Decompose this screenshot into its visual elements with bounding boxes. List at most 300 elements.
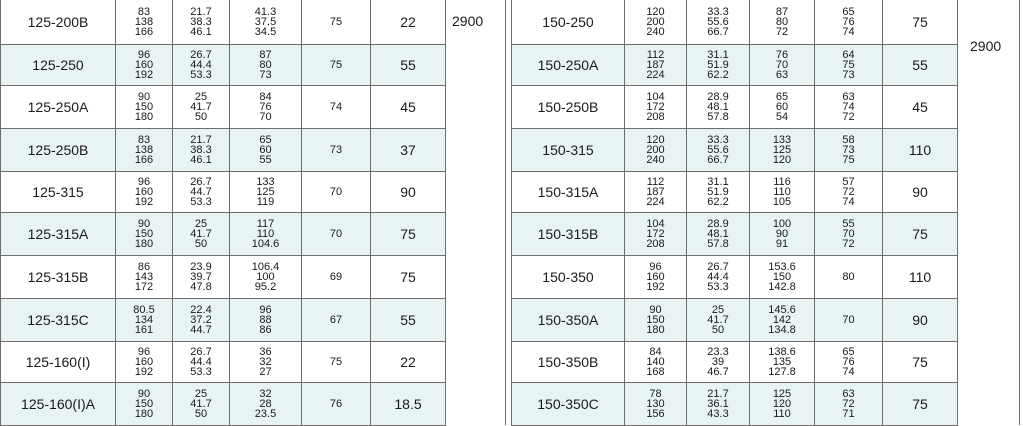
stacked-value: 91 xyxy=(775,238,789,250)
stacked-value: 28.9 xyxy=(707,218,729,230)
model-cell: 125-200B xyxy=(1,0,116,45)
stacked-value: 187 xyxy=(646,186,665,198)
stacked-value: 133 xyxy=(256,176,275,188)
stacked-value: 180 xyxy=(134,238,154,250)
stacked-values-cell xyxy=(230,172,302,213)
stacked-value: 74 xyxy=(842,25,855,38)
stacked-values-cell xyxy=(750,342,815,383)
stacked-value: 143 xyxy=(134,271,154,283)
table-row xyxy=(1,383,446,426)
stacked-value: 90 xyxy=(137,388,151,400)
stacked-value: 142 xyxy=(772,314,792,326)
power-cell: 90 xyxy=(883,172,958,213)
stacked-value: 75 xyxy=(842,59,855,71)
stacked-value: 125 xyxy=(772,144,792,156)
stacked-value: 117 xyxy=(256,218,275,230)
stacked-values-cell xyxy=(687,0,750,45)
stacked-value: 37.5 xyxy=(254,15,277,28)
stacked-value: 125 xyxy=(772,388,792,400)
table-row xyxy=(512,342,958,383)
stacked-value: 53.3 xyxy=(190,69,212,81)
stacked-value: 80 xyxy=(775,15,789,28)
stacked-values-cell xyxy=(173,256,230,299)
stacked-value: 240 xyxy=(646,154,665,166)
stacked-values-cell xyxy=(173,342,230,383)
stacked-value: 57.8 xyxy=(707,238,729,250)
stacked-values-cell xyxy=(750,0,815,45)
stacked-value: 58 xyxy=(842,134,855,146)
stacked-value: 32 xyxy=(259,388,272,400)
stacked-values-cell xyxy=(173,383,230,426)
stacked-value: 71 xyxy=(842,408,855,420)
stacked-values-cell xyxy=(116,45,173,86)
stacked-value: 60 xyxy=(259,144,272,156)
stacked-value: 44.4 xyxy=(190,59,212,71)
stacked-value: 112 xyxy=(646,176,665,188)
stacked-value: 160 xyxy=(134,186,154,198)
stacked-values-cell xyxy=(750,213,815,256)
stacked-value: 180 xyxy=(134,408,154,420)
stacked-value: 22.4 xyxy=(190,304,212,316)
stacked-value: 90 xyxy=(137,218,151,230)
table-row xyxy=(1,172,446,213)
stacked-value: 72 xyxy=(842,186,855,198)
stacked-values-cell xyxy=(815,0,883,45)
stacked-values-cell xyxy=(625,129,687,172)
stacked-value: 192 xyxy=(134,69,154,81)
stacked-value: 90 xyxy=(649,304,662,316)
stacked-values-cell xyxy=(815,129,883,172)
stacked-value: 88 xyxy=(259,314,272,326)
stacked-value: 55.6 xyxy=(707,15,729,28)
model-cell: 150-250A xyxy=(512,45,625,86)
stacked-value: 160 xyxy=(134,356,154,368)
stacked-value: 63 xyxy=(775,69,789,81)
stacked-value: 21.7 xyxy=(190,5,212,18)
left-speed-label: 2900 xyxy=(452,13,484,29)
stacked-values-cell xyxy=(625,299,687,342)
stacked-values-cell xyxy=(116,129,173,172)
power-cell: 18.5 xyxy=(371,383,446,426)
stacked-value: 63 xyxy=(842,91,855,103)
model-cell: 125-315B xyxy=(1,256,116,299)
stacked-values-cell xyxy=(750,172,815,213)
stacked-values-cell xyxy=(173,0,230,45)
stacked-value: 74 xyxy=(842,196,855,208)
power-cell: 75 xyxy=(883,0,958,45)
stacked-values-cell xyxy=(116,213,173,256)
stacked-value: 31.1 xyxy=(707,176,729,188)
stacked-value: 72 xyxy=(842,111,855,123)
stacked-values-cell xyxy=(625,45,687,86)
stacked-value: 73 xyxy=(842,69,855,81)
stacked-value: 46.1 xyxy=(190,25,212,38)
stacked-value: 27 xyxy=(259,366,272,378)
table-divider xyxy=(505,0,506,425)
stacked-values-cell xyxy=(687,299,750,342)
right-speed-label: 2900 xyxy=(970,38,1002,54)
stacked-values-cell xyxy=(173,213,230,256)
stacked-value: 172 xyxy=(134,281,154,293)
stacked-values-cell xyxy=(815,383,883,426)
stacked-value: 26.7 xyxy=(190,49,212,61)
stacked-value: 166 xyxy=(134,154,154,166)
stacked-value: 46.7 xyxy=(707,366,729,378)
stacked-value: 26.7 xyxy=(190,346,212,358)
stacked-value: 23.9 xyxy=(190,261,212,273)
stacked-value: 100 xyxy=(772,218,792,230)
stacked-value: 104 xyxy=(646,218,665,230)
stacked-values-cell xyxy=(173,172,230,213)
stacked-value: 54 xyxy=(775,111,789,123)
table-row xyxy=(1,256,446,299)
model-cell: 150-350C xyxy=(512,383,625,426)
stacked-value: 133 xyxy=(772,134,792,146)
stacked-value: 38.3 xyxy=(190,15,212,28)
stacked-value: 53.3 xyxy=(707,281,729,293)
stacked-values-cell xyxy=(116,172,173,213)
stacked-value: 160 xyxy=(134,59,154,71)
power-cell: 45 xyxy=(371,86,446,129)
stacked-value: 86 xyxy=(137,261,151,273)
stacked-value: 65 xyxy=(842,346,855,358)
stacked-value: 28.9 xyxy=(707,91,729,103)
table-row xyxy=(1,213,446,256)
value-cell: 70 xyxy=(302,213,371,256)
stacked-value: 72 xyxy=(775,25,789,38)
stacked-value: 80.5 xyxy=(133,304,155,316)
stacked-value: 73 xyxy=(842,144,855,156)
table-row xyxy=(512,213,958,256)
model-cell: 125-160(I)A xyxy=(1,383,116,426)
stacked-values-cell xyxy=(815,213,883,256)
stacked-value: 36.1 xyxy=(707,398,729,410)
stacked-value: 156 xyxy=(646,408,665,420)
stacked-value: 87 xyxy=(775,5,789,18)
stacked-value: 65 xyxy=(775,91,789,103)
value-cell: 70 xyxy=(815,299,883,342)
model-cell: 150-315 xyxy=(512,129,625,172)
stacked-value: 25 xyxy=(194,91,208,103)
stacked-values-cell xyxy=(815,342,883,383)
stacked-value: 96 xyxy=(137,176,151,188)
stacked-value: 84 xyxy=(259,91,272,103)
value-cell: 70 xyxy=(302,172,371,213)
stacked-values-cell xyxy=(173,86,230,129)
stacked-value: 150 xyxy=(134,101,154,113)
stacked-value: 70 xyxy=(842,228,855,240)
stacked-value: 168 xyxy=(646,366,665,378)
stacked-value: 120 xyxy=(646,134,665,146)
stacked-value: 55 xyxy=(842,218,855,230)
stacked-value: 130 xyxy=(646,398,665,410)
stacked-value: 21.7 xyxy=(707,388,729,400)
stacked-value: 48.1 xyxy=(707,228,729,240)
stacked-value: 33.3 xyxy=(707,5,729,18)
stacked-values-cell xyxy=(750,256,815,299)
table-row xyxy=(512,383,958,426)
stacked-values-cell xyxy=(750,383,815,426)
model-cell: 125-315C xyxy=(1,299,116,342)
stacked-values-cell xyxy=(230,299,302,342)
stacked-value: 33.3 xyxy=(707,134,729,146)
stacked-value: 50 xyxy=(194,238,208,250)
power-cell: 45 xyxy=(883,86,958,129)
stacked-value: 70 xyxy=(775,59,789,71)
stacked-value: 50 xyxy=(194,111,208,123)
model-cell: 150-315B xyxy=(512,213,625,256)
stacked-value: 150 xyxy=(646,314,665,326)
table-row xyxy=(1,342,446,383)
stacked-value: 57.8 xyxy=(707,111,729,123)
stacked-values-cell xyxy=(116,342,173,383)
stacked-value: 172 xyxy=(646,228,665,240)
stacked-value: 66.7 xyxy=(707,154,729,166)
table-row xyxy=(1,86,446,129)
table-row xyxy=(512,129,958,172)
stacked-values-cell xyxy=(230,383,302,426)
value-cell: 75 xyxy=(302,45,371,86)
stacked-value: 73 xyxy=(259,69,272,81)
stacked-value: 160 xyxy=(646,271,665,283)
stacked-values-cell xyxy=(687,172,750,213)
stacked-value: 50 xyxy=(711,324,725,336)
stacked-value: 150 xyxy=(134,398,154,410)
stacked-value: 38.3 xyxy=(190,144,212,156)
stacked-values-cell xyxy=(625,172,687,213)
stacked-value: 110 xyxy=(256,228,275,240)
power-cell: 75 xyxy=(371,213,446,256)
stacked-values-cell xyxy=(116,299,173,342)
power-cell: 75 xyxy=(371,256,446,299)
stacked-value: 76 xyxy=(842,356,855,368)
stacked-value: 26.7 xyxy=(190,176,212,188)
power-cell: 90 xyxy=(371,172,446,213)
stacked-value: 74 xyxy=(842,366,855,378)
stacked-value: 50 xyxy=(194,408,208,420)
stacked-values-cell xyxy=(687,256,750,299)
stacked-values-cell xyxy=(815,45,883,86)
stacked-value: 51.9 xyxy=(707,59,729,71)
stacked-value: 21.7 xyxy=(190,134,212,146)
stacked-value: 55.6 xyxy=(707,144,729,156)
stacked-values-cell xyxy=(687,45,750,86)
stacked-values-cell xyxy=(625,86,687,129)
stacked-value: 153.6 xyxy=(768,261,796,273)
stacked-value: 46.1 xyxy=(190,154,212,166)
stacked-values-cell xyxy=(625,342,687,383)
stacked-value: 43.3 xyxy=(707,408,729,420)
stacked-values-cell xyxy=(687,383,750,426)
stacked-value: 110 xyxy=(773,186,791,198)
stacked-value: 161 xyxy=(134,324,154,336)
value-cell: 75 xyxy=(302,342,371,383)
stacked-value: 44.4 xyxy=(190,356,212,368)
stacked-value: 39.7 xyxy=(190,271,212,283)
stacked-value: 84 xyxy=(649,346,662,358)
model-cell: 125-250A xyxy=(1,86,116,129)
stacked-values-cell xyxy=(687,342,750,383)
stacked-value: 78 xyxy=(649,388,662,400)
stacked-values-cell xyxy=(116,0,173,45)
stacked-value: 96 xyxy=(259,304,272,316)
model-cell: 125-250 xyxy=(1,45,116,86)
stacked-value: 187 xyxy=(646,59,665,71)
stacked-value: 41.7 xyxy=(190,228,212,240)
stacked-values-cell xyxy=(750,299,815,342)
stacked-values-cell xyxy=(750,129,815,172)
stacked-values-cell xyxy=(116,383,173,426)
stacked-value: 80 xyxy=(259,59,272,71)
stacked-value: 96 xyxy=(649,261,662,273)
stacked-value: 166 xyxy=(134,25,154,38)
stacked-value: 224 xyxy=(646,196,665,208)
stacked-value: 41.7 xyxy=(190,398,212,410)
model-cell: 150-350 xyxy=(512,256,625,299)
stacked-value: 72 xyxy=(842,238,855,250)
stacked-value: 53.3 xyxy=(190,366,212,378)
value-cell: 67 xyxy=(302,299,371,342)
stacked-value: 127.8 xyxy=(768,366,796,378)
table-row xyxy=(512,256,958,299)
stacked-value: 51.9 xyxy=(707,186,729,198)
stacked-value: 31.1 xyxy=(707,49,729,61)
stacked-value: 104.6 xyxy=(251,238,280,250)
power-cell: 75 xyxy=(883,342,958,383)
stacked-value: 105 xyxy=(772,196,792,208)
stacked-values-cell xyxy=(687,129,750,172)
stacked-value: 76 xyxy=(775,49,789,61)
table-row xyxy=(512,172,958,213)
stacked-value: 25 xyxy=(194,218,208,230)
model-cell: 125-315 xyxy=(1,172,116,213)
model-cell: 150-250B xyxy=(512,86,625,129)
stacked-value: 192 xyxy=(134,196,154,208)
stacked-value: 70 xyxy=(259,111,272,123)
stacked-value: 208 xyxy=(646,238,665,250)
power-cell: 22 xyxy=(371,0,446,45)
stacked-value: 208 xyxy=(646,111,665,123)
stacked-values-cell xyxy=(116,256,173,299)
model-cell: 150-350B xyxy=(512,342,625,383)
power-cell: 75 xyxy=(883,213,958,256)
stacked-value: 75 xyxy=(842,154,855,166)
stacked-value: 180 xyxy=(646,324,665,336)
power-cell: 110 xyxy=(883,256,958,299)
stacked-values-cell xyxy=(750,86,815,129)
stacked-value: 240 xyxy=(646,25,665,38)
stacked-value: 90 xyxy=(775,228,789,240)
stacked-value: 134 xyxy=(134,314,154,326)
stacked-value: 74 xyxy=(842,101,855,113)
power-cell: 37 xyxy=(371,129,446,172)
stacked-value: 145.6 xyxy=(768,304,796,316)
stacked-value: 134.8 xyxy=(768,324,796,336)
stacked-value: 44.7 xyxy=(190,324,212,336)
value-cell: 73 xyxy=(302,129,371,172)
left-spec-table xyxy=(0,0,446,426)
stacked-values-cell xyxy=(625,0,687,45)
stacked-values-cell xyxy=(815,172,883,213)
stacked-value: 60 xyxy=(775,101,789,113)
right-border xyxy=(1019,0,1020,425)
stacked-value: 47.8 xyxy=(190,281,212,293)
stacked-value: 138 xyxy=(134,15,154,28)
stacked-value: 63 xyxy=(842,388,855,400)
stacked-value: 62.2 xyxy=(707,69,729,81)
stacked-value: 55 xyxy=(259,154,272,166)
power-cell: 55 xyxy=(883,45,958,86)
value-cell: 76 xyxy=(302,383,371,426)
model-cell: 125-250B xyxy=(1,129,116,172)
stacked-value: 95.2 xyxy=(254,281,277,293)
stacked-value: 36 xyxy=(259,346,272,358)
stacked-value: 83 xyxy=(137,5,151,18)
stacked-value: 86 xyxy=(259,324,272,336)
table-row xyxy=(1,0,446,45)
stacked-value: 104 xyxy=(646,91,665,103)
stacked-value: 48.1 xyxy=(707,101,729,113)
stacked-value: 28 xyxy=(259,398,272,410)
stacked-values-cell xyxy=(625,256,687,299)
stacked-value: 138 xyxy=(134,144,154,156)
stacked-value: 72 xyxy=(842,398,855,410)
stacked-values-cell xyxy=(173,299,230,342)
stacked-values-cell xyxy=(230,129,302,172)
stacked-value: 138.6 xyxy=(768,346,796,358)
value-cell: 74 xyxy=(302,86,371,129)
stacked-values-cell xyxy=(750,45,815,86)
stacked-value: 44.4 xyxy=(707,271,729,283)
stacked-value: 192 xyxy=(646,281,665,293)
stacked-value: 37.2 xyxy=(190,314,212,326)
stacked-value: 150 xyxy=(134,228,154,240)
stacked-value: 76 xyxy=(259,101,272,113)
stacked-value: 41.7 xyxy=(707,314,729,326)
stacked-value: 53.3 xyxy=(190,196,212,208)
stacked-value: 140 xyxy=(646,356,665,368)
table-row xyxy=(512,299,958,342)
power-cell: 55 xyxy=(371,299,446,342)
stacked-value: 116 xyxy=(773,176,791,188)
stacked-value: 66.7 xyxy=(707,25,729,38)
stacked-values-cell xyxy=(230,213,302,256)
stacked-value: 106.4 xyxy=(251,261,280,273)
stacked-value: 192 xyxy=(134,366,154,378)
stacked-value: 65 xyxy=(842,5,855,18)
stacked-value: 41.7 xyxy=(190,101,212,113)
stacked-value: 120 xyxy=(772,154,792,166)
stacked-value: 90 xyxy=(137,91,151,103)
stacked-value: 87 xyxy=(259,49,272,61)
stacked-values-cell xyxy=(625,213,687,256)
stacked-value: 224 xyxy=(646,69,665,81)
model-cell: 150-315A xyxy=(512,172,625,213)
stacked-value: 200 xyxy=(646,15,665,28)
stacked-value: 119 xyxy=(256,196,275,208)
stacked-values-cell xyxy=(687,213,750,256)
stacked-values-cell xyxy=(173,45,230,86)
value-cell: 69 xyxy=(302,256,371,299)
stacked-values-cell xyxy=(230,0,302,45)
value-cell: 80 xyxy=(815,256,883,299)
stacked-value: 172 xyxy=(646,101,665,113)
power-cell: 75 xyxy=(883,383,958,426)
stacked-value: 100 xyxy=(256,271,275,283)
power-cell: 110 xyxy=(883,129,958,172)
stacked-value: 76 xyxy=(842,15,855,28)
stacked-value: 41.3 xyxy=(254,5,277,18)
